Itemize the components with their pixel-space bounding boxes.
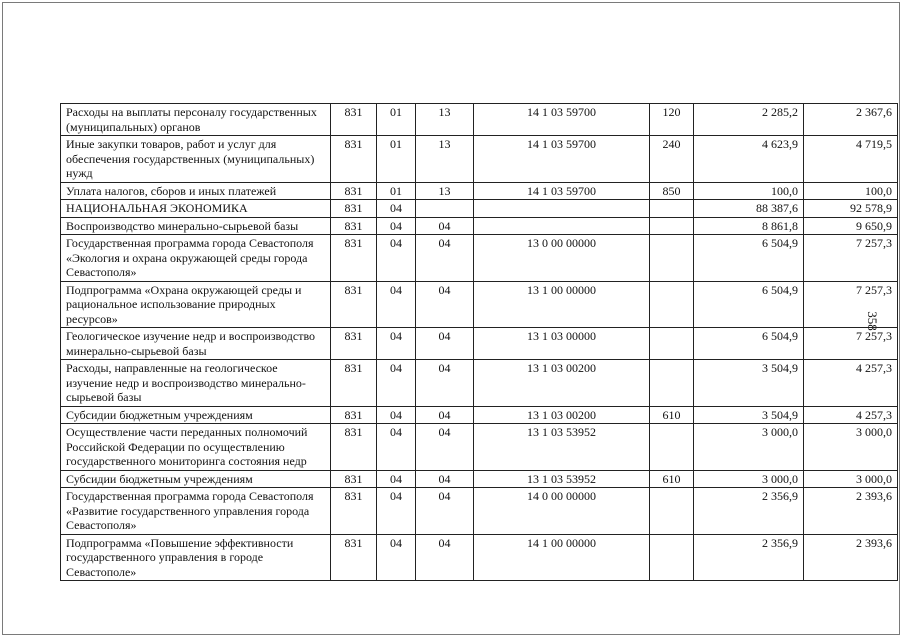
table-row	[61, 470, 898, 488]
table-row	[61, 217, 898, 235]
row-sum-first-year: 6 504,9	[694, 235, 804, 282]
row-target-article-code: 13 1 03 00200	[474, 406, 650, 424]
row-sum-second-year: 2 393,6	[804, 534, 898, 581]
budget-table	[60, 103, 898, 581]
row-subsection-code: 04	[416, 406, 474, 424]
row-sum-second-year: 7 257,3	[804, 281, 898, 328]
row-sum-first-year: 3 504,9	[694, 406, 804, 424]
row-subsection-code: 04	[416, 235, 474, 282]
row-name: Подпрограмма «Повышение эффективности государственного управления в городе Севастополе»	[61, 534, 331, 581]
row-expense-type-code: 120	[650, 104, 694, 136]
row-name: Государственная программа города Севастополя «Развитие государственного управления города Севастополя»	[61, 488, 331, 535]
row-name: Расходы на выплаты персоналу государственных (муниципальных) органов	[61, 104, 331, 136]
row-name: Воспроизводство минерально-сырьевой базы	[61, 217, 331, 235]
row-subsection-code	[416, 200, 474, 218]
row-sum-first-year: 8 861,8	[694, 217, 804, 235]
row-ved-code: 831	[331, 534, 377, 581]
row-section-code: 04	[377, 360, 416, 407]
row-sum-second-year: 9 650,9	[804, 217, 898, 235]
row-sum-second-year: 3 000,0	[804, 424, 898, 471]
row-subsection-code: 04	[416, 470, 474, 488]
row-target-article-code: 14 1 03 59700	[474, 182, 650, 200]
row-name: Расходы, направленные на геологическое изучение недр и воспроизводство минерально-сырьевой базы	[61, 360, 331, 407]
row-target-article-code: 13 1 03 53952	[474, 470, 650, 488]
table-row	[61, 235, 898, 282]
row-name: Субсидии бюджетным учреждениям	[61, 470, 331, 488]
row-section-code: 04	[377, 424, 416, 471]
row-ved-code: 831	[331, 235, 377, 282]
row-subsection-code: 04	[416, 534, 474, 581]
row-target-article-code: 14 1 00 00000	[474, 534, 650, 581]
table-row	[61, 328, 898, 360]
row-target-article-code: 13 1 03 53952	[474, 424, 650, 471]
row-section-code: 04	[377, 281, 416, 328]
row-subsection-code: 04	[416, 281, 474, 328]
row-expense-type-code	[650, 217, 694, 235]
row-sum-second-year: 4 257,3	[804, 406, 898, 424]
row-name: НАЦИОНАЛЬНАЯ ЭКОНОМИКА	[61, 200, 331, 218]
row-expense-type-code: 850	[650, 182, 694, 200]
row-section-code: 04	[377, 406, 416, 424]
row-ved-code: 831	[331, 136, 377, 183]
row-sum-first-year: 3 000,0	[694, 470, 804, 488]
row-ved-code: 831	[331, 470, 377, 488]
row-sum-first-year: 6 504,9	[694, 281, 804, 328]
row-name: Геологическое изучение недр и воспроизводство минерально-сырьевой базы	[61, 328, 331, 360]
row-sum-first-year: 3 504,9	[694, 360, 804, 407]
row-section-code: 01	[377, 136, 416, 183]
row-subsection-code: 04	[416, 217, 474, 235]
table-row	[61, 104, 898, 136]
row-section-code: 01	[377, 182, 416, 200]
row-sum-first-year: 4 623,9	[694, 136, 804, 183]
row-target-article-code: 13 1 03 00000	[474, 328, 650, 360]
row-section-code: 04	[377, 235, 416, 282]
row-section-code: 04	[377, 217, 416, 235]
page-number: 358	[864, 311, 880, 331]
row-name: Субсидии бюджетным учреждениям	[61, 406, 331, 424]
row-sum-second-year: 4 257,3	[804, 360, 898, 407]
row-expense-type-code	[650, 200, 694, 218]
row-ved-code: 831	[331, 328, 377, 360]
row-sum-first-year: 2 285,2	[694, 104, 804, 136]
row-sum-second-year: 2 393,6	[804, 488, 898, 535]
row-expense-type-code: 610	[650, 470, 694, 488]
row-sum-first-year: 2 356,9	[694, 488, 804, 535]
row-target-article-code: 13 0 00 00000	[474, 235, 650, 282]
row-sum-second-year: 7 257,3	[804, 235, 898, 282]
row-subsection-code: 04	[416, 488, 474, 535]
row-expense-type-code	[650, 281, 694, 328]
row-ved-code: 831	[331, 281, 377, 328]
row-ved-code: 831	[331, 200, 377, 218]
row-section-code: 04	[377, 470, 416, 488]
row-expense-type-code	[650, 235, 694, 282]
row-sum-first-year: 100,0	[694, 182, 804, 200]
row-sum-second-year: 100,0	[804, 182, 898, 200]
row-expense-type-code	[650, 328, 694, 360]
row-sum-second-year: 3 000,0	[804, 470, 898, 488]
row-expense-type-code	[650, 360, 694, 407]
row-subsection-code: 04	[416, 328, 474, 360]
row-ved-code: 831	[331, 182, 377, 200]
row-name: Уплата налогов, сборов и иных платежей	[61, 182, 331, 200]
table-row	[61, 182, 898, 200]
table-row	[61, 406, 898, 424]
row-subsection-code: 04	[416, 360, 474, 407]
row-section-code: 01	[377, 104, 416, 136]
row-expense-type-code: 240	[650, 136, 694, 183]
row-ved-code: 831	[331, 406, 377, 424]
table-row	[61, 281, 898, 328]
row-subsection-code: 13	[416, 104, 474, 136]
row-section-code: 04	[377, 200, 416, 218]
row-expense-type-code	[650, 488, 694, 535]
table-row	[61, 424, 898, 471]
row-target-article-code: 13 1 03 00200	[474, 360, 650, 407]
table-row	[61, 534, 898, 581]
row-ved-code: 831	[331, 488, 377, 535]
row-sum-second-year: 4 719,5	[804, 136, 898, 183]
row-ved-code: 831	[331, 104, 377, 136]
row-name: Осуществление части переданных полномочий Российской Федерации по осуществлению государственного мониторинга состояния недр	[61, 424, 331, 471]
row-sum-first-year: 2 356,9	[694, 534, 804, 581]
row-section-code: 04	[377, 328, 416, 360]
table-row	[61, 488, 898, 535]
row-expense-type-code: 610	[650, 406, 694, 424]
row-sum-first-year: 6 504,9	[694, 328, 804, 360]
row-name: Государственная программа города Севастополя «Экология и охрана окружающей среды города Севастополя»	[61, 235, 331, 282]
row-sum-second-year: 2 367,6	[804, 104, 898, 136]
row-name: Иные закупки товаров, работ и услуг для обеспечения государственных (муниципальных) нужд	[61, 136, 331, 183]
row-ved-code: 831	[331, 360, 377, 407]
row-subsection-code: 04	[416, 424, 474, 471]
row-sum-first-year: 88 387,6	[694, 200, 804, 218]
row-ved-code: 831	[331, 424, 377, 471]
row-expense-type-code	[650, 534, 694, 581]
row-sum-second-year: 92 578,9	[804, 200, 898, 218]
row-section-code: 04	[377, 488, 416, 535]
row-target-article-code: 13 1 00 00000	[474, 281, 650, 328]
row-target-article-code	[474, 217, 650, 235]
row-target-article-code: 14 0 00 00000	[474, 488, 650, 535]
row-sum-second-year: 7 257,3	[804, 328, 898, 360]
row-ved-code: 831	[331, 217, 377, 235]
row-name: Подпрограмма «Охрана окружающей среды и рациональное использование природных ресурсов»	[61, 281, 331, 328]
row-target-article-code	[474, 200, 650, 218]
row-subsection-code: 13	[416, 182, 474, 200]
row-sum-first-year: 3 000,0	[694, 424, 804, 471]
row-subsection-code: 13	[416, 136, 474, 183]
row-expense-type-code	[650, 424, 694, 471]
row-section-code: 04	[377, 534, 416, 581]
table-row	[61, 136, 898, 183]
row-target-article-code: 14 1 03 59700	[474, 104, 650, 136]
table-row	[61, 200, 898, 218]
budget-table-body	[61, 104, 898, 581]
row-target-article-code: 14 1 03 59700	[474, 136, 650, 183]
table-row	[61, 360, 898, 407]
